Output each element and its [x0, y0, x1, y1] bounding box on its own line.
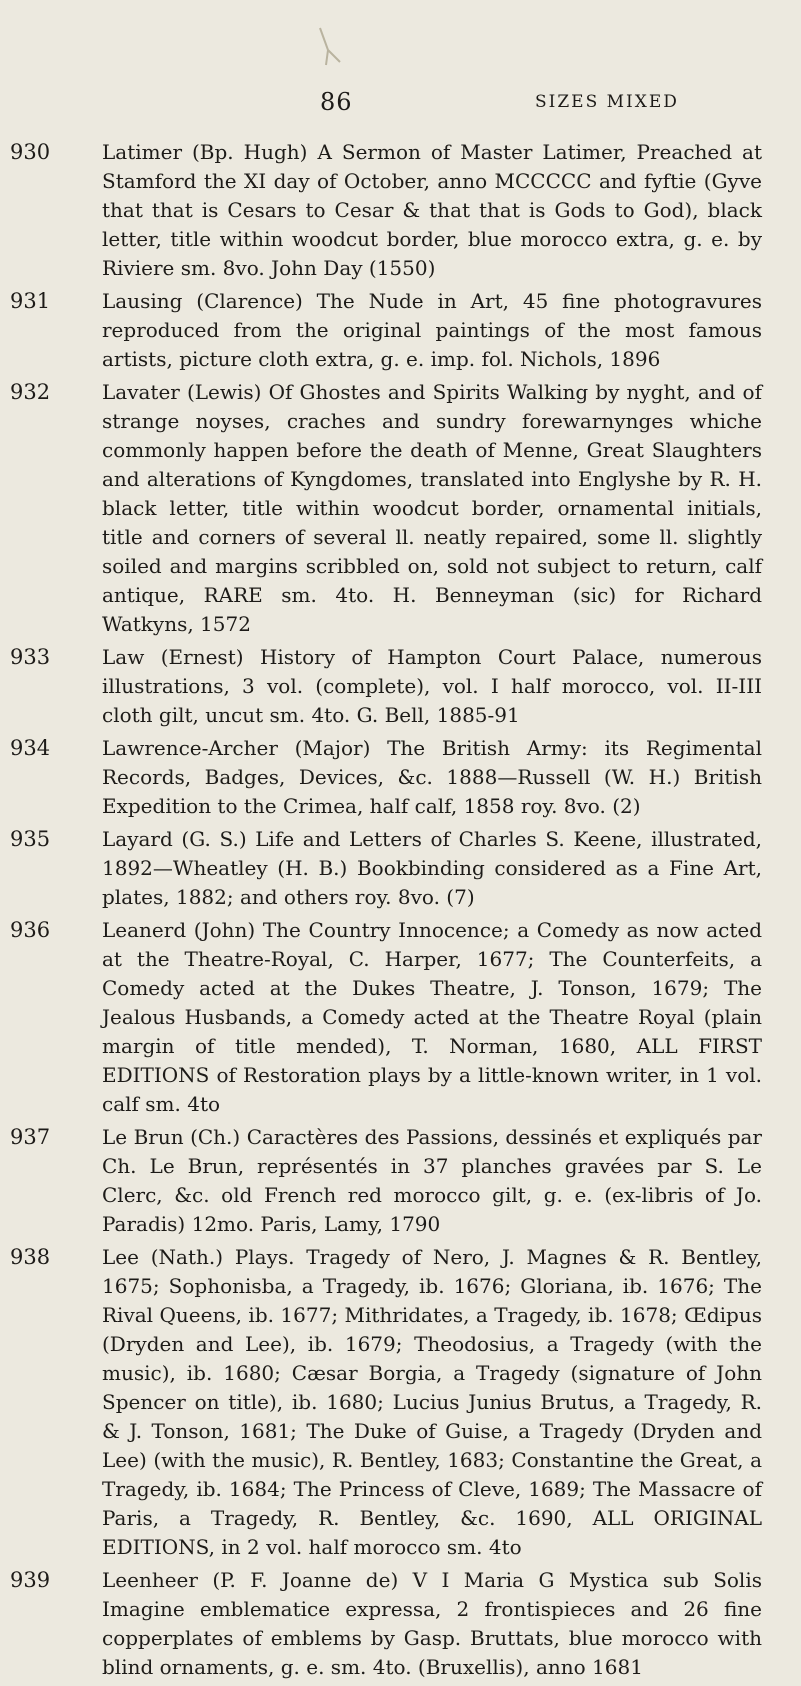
catalogue-entry [0, 825, 801, 912]
catalogue-entry [0, 1243, 801, 1562]
catalogue-entry [0, 138, 801, 283]
running-title: SIZES MIXED [535, 92, 679, 112]
lot-description: Latimer (Bp. Hugh) A Sermon of Master Latimer, Preached at Stamford the XI day of October, anno MCCCCC and fyftie (Gyve that that is Cesars to Cesar & that that is Gods to God), black letter, title within woodcut border, blue morocco extra, g. e. by Riviere sm. 8vo. John Day (1550) [102, 140, 762, 280]
lot-number: 931 [10, 289, 51, 313]
ink-mark-icon [300, 20, 360, 80]
catalogue-entry [0, 734, 801, 821]
catalogue-entries [0, 138, 801, 1686]
lot-description: Leanerd (John) The Country Innocence; a Comedy as now acted at the Theatre-Royal, C. Harper, 1677; The Counterfeits, a Comedy acted at the Dukes Theatre, J. Tonson, 1679; The Jealous Husbands, a Comedy acted at the Theatre Royal (plain margin of title mended), T. Norman, 1680, ALL FIRST EDITIONS of Restoration plays by a little-known writer, in 1 vol. calf sm. 4to [102, 918, 762, 1116]
lot-number: 936 [10, 918, 51, 942]
lot-number: 930 [10, 140, 51, 164]
lot-description: Lawrence-Archer (Major) The British Army: its Regimental Records, Badges, Devices, &c. 1888—Russell (W. H.) British Expedition to the Crimea, half calf, 1858 roy. 8vo. (2) [102, 736, 762, 818]
lot-number: 934 [10, 736, 51, 760]
catalogue-entry [0, 287, 801, 374]
lot-number: 938 [10, 1245, 51, 1269]
lot-number: 937 [10, 1125, 51, 1149]
lot-description: Lausing (Clarence) The Nude in Art, 45 fine photogravures reproduced from the original paintings of the most famous artists, picture cloth extra, g. e. imp. fol. Nichols, 1896 [102, 289, 762, 371]
page-number: 86 [320, 88, 353, 116]
lot-description: Law (Ernest) History of Hampton Court Palace, numerous illustrations, 3 vol. (complete), vol. I half morocco, vol. II-III cloth gilt, uncut sm. 4to. G. Bell, 1885-91 [102, 645, 762, 727]
page-header [0, 88, 801, 118]
catalogue-entry [0, 643, 801, 730]
catalogue-entry [0, 378, 801, 639]
lot-description: Leenheer (P. F. Joanne de) V I Maria G Mystica sub Solis Imagine emblematice expressa, 2 frontispieces and 26 fine copperplates of emblems by Gasp. Bruttats, blue morocco with blind ornaments, g. e. sm. 4to. (Bruxellis), anno 1681 [102, 1568, 762, 1679]
lot-description: Lee (Nath.) Plays. Tragedy of Nero, J. Magnes & R. Bentley, 1675; Sophonisba, a Tragedy, ib. 1676; Gloriana, ib. 1676; The Rival Queens, ib. 1677; Mithridates, a Tragedy, ib. 1678; Œdipus (Dryden and Lee), ib. 1679; Theodosius, a Tragedy (with the music), ib. 1680; Cæsar Borgia, a Tragedy (signature of John Spencer on title), ib. 1680; Lucius Junius Brutus, a Tragedy, R. & J. Tonson, 1681; The Duke of Guise, a Tragedy (Dryden and Lee) (with the music), R. Bentley, 1683; Constantine the Great, a Tragedy, ib. 1684; The Princess of Cleve, 1689; The Massacre of Paris, a Tragedy, R. Bentley, &c. 1690, ALL ORIGINAL EDITIONS, in 2 vol. half morocco sm. 4to [102, 1245, 762, 1559]
catalogue-entry [0, 916, 801, 1119]
lot-number: 932 [10, 380, 51, 404]
lot-number: 933 [10, 645, 51, 669]
catalogue-entry [0, 1566, 801, 1682]
lot-number: 939 [10, 1568, 51, 1592]
lot-description: Le Brun (Ch.) Caractères des Passions, dessinés et expliqués par Ch. Le Brun, représentés in 37 planches gravées par S. Le Clerc, &c. old French red morocco gilt, g. e. (ex-libris of Jo. Paradis) 12mo. Paris, Lamy, 1790 [102, 1125, 762, 1236]
catalogue-entry [0, 1123, 801, 1239]
lot-description: Lavater (Lewis) Of Ghostes and Spirits Walking by nyght, and of strange noyses, craches and sundry forewarnynges whiche commonly happen before the death of Menne, Great Slaughters and alterations of Kyngdomes, translated into Englyshe by R. H. black letter, title within woodcut border, ornamental initials, title and corners of several ll. neatly repaired, some ll. slightly soiled and margins scribbled on, sold not subject to return, calf antique, RARE sm. 4to. H. Benneyman (sic) for Richard Watkyns, 1572 [102, 380, 762, 636]
lot-number: 935 [10, 827, 51, 851]
lot-description: Layard (G. S.) Life and Letters of Charles S. Keene, illustrated, 1892—Wheatley (H. B.) Bookbinding considered as a Fine Art, plates, 1882; and others roy. 8vo. (7) [102, 827, 762, 909]
